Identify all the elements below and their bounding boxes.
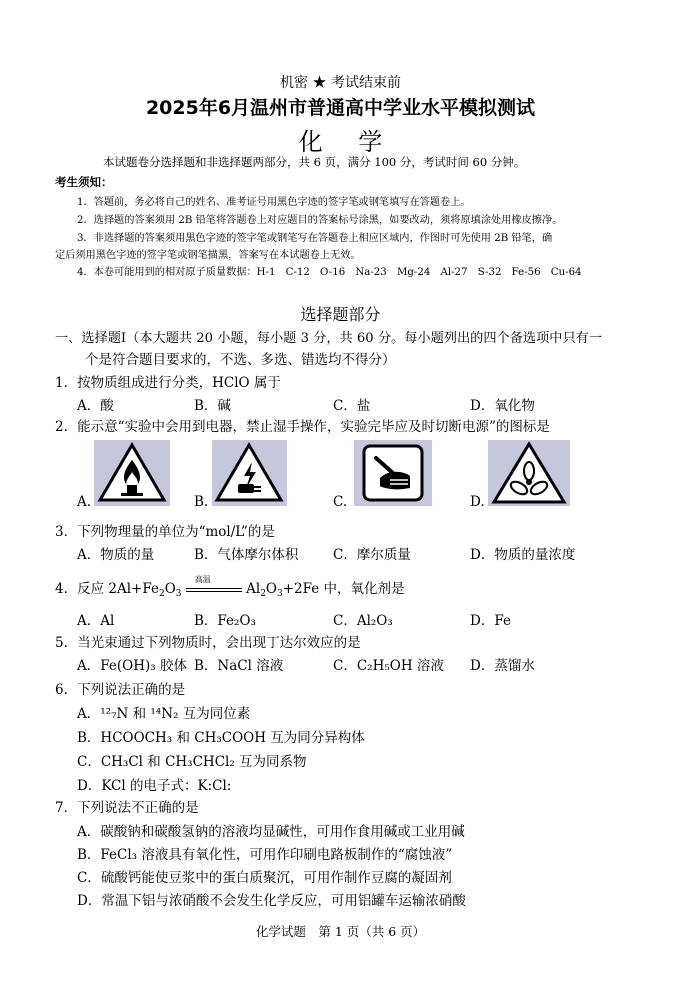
subject-title: 化 学: [298, 128, 397, 156]
q3-option-d: D．物质的量浓度: [470, 547, 576, 563]
part1-line1: 一、选择题Ⅰ（本大题共 20 小题，每小题 3 分，共 60 分。每小题列出的四个备选项中只有一: [55, 331, 603, 346]
q1-option-a: A．酸: [77, 398, 114, 414]
q7-option-b: B．FeCl₃ 溶液具有氧化性，可用作印刷电路板制作的“腐蚀液”: [77, 847, 453, 863]
q2-stem: 2．能示意“实验中会用到电器，禁止湿手操作，实验完毕应及时切断电源”的图标是: [55, 419, 550, 435]
notice-item: 定后须用黑色字迹的签字笔或钢笔描黑，答案写在本试题卷上无效。: [55, 250, 361, 261]
notice-item: 1．答题前，务必将自己的姓名、准考证号用黑色字迹的签字笔或钢笔填写在答题卷上。: [77, 197, 471, 208]
q1-option-c: C．盐: [333, 398, 371, 414]
notice-item: 3．非选择题的答案须用黑色字迹的签字笔或钢笔写在答题卷上相应区域内，作图时可先使用 2B 铅笔，确: [77, 233, 553, 244]
q4-option-a: A．Al: [77, 613, 115, 629]
q5-option-c: C．C₂H₅OH 溶液: [333, 658, 444, 674]
section-title: 选择题部分: [300, 305, 381, 324]
part1-line2: 个是符合题目要求的，不选、多选、错选均不得分）: [85, 352, 396, 368]
q2-option-d: D.: [470, 494, 485, 510]
q1-stem: 1．按物质组成进行分类，HClO 属于: [55, 375, 281, 391]
q5-option-b: B．NaCl 溶液: [194, 658, 284, 674]
q1-option-b: B．碱: [194, 398, 231, 414]
q6-option-d: D．KCl 的电子式：K:Cl:: [77, 778, 232, 794]
q7-option-a: A．碳酸钠和碳酸氢钠的溶液均显碱性，可用作食用碱或工业用碱: [77, 824, 465, 840]
page-footer: 化学试题 第 1 页（共 6 页）: [255, 924, 426, 939]
confidential-label: 机密 ★ 考试结束前: [280, 75, 401, 91]
q4-option-b: B．Fe₂O₃: [194, 613, 256, 629]
q3-stem: 3．下列物理量的单位为“mol/L”的是: [55, 524, 275, 540]
q5-stem: 5．当光束通过下列物质时，会出现丁达尔效应的是: [55, 635, 361, 651]
flame-icon: [94, 440, 170, 506]
q2-option-a: A.: [77, 494, 92, 510]
q7-stem: 7．下列说法不正确的是: [55, 800, 199, 816]
notice-item: 4．本卷可能用到的相对原子质量数据：H-1 C-12 O-16 Na-23 Mg-24 Al-27 S-32 Fe-56 Cu-64: [77, 267, 582, 278]
q3-option-b: B．气体摩尔体积: [194, 547, 299, 563]
q7-option-c: C．硫酸钙能使豆浆中的蛋白质聚沉，可用作制作豆腐的凝固剂: [77, 870, 452, 886]
notice-heading: 考生须知：: [55, 175, 113, 189]
q4-option-d: D．Fe: [470, 613, 511, 629]
q1-option-d: D．氧化物: [470, 398, 535, 414]
q4-stem: 4．反应 $2Al+Fe_2O_3$ 高温 $Al_2O_3+2Fe$ 中，氧化剂是: [55, 574, 405, 599]
fan-icon: [488, 440, 570, 506]
q6-stem: 6．下列说法正确的是: [55, 682, 186, 698]
q5-option-a: A．Fe(OH)₃ 胶体: [77, 658, 187, 674]
q2-option-c: C.: [333, 494, 348, 510]
q6-option-b: B．HCOOCH₃ 和 CH₃COOH 互为同分异构体: [77, 730, 365, 746]
q5-option-d: D．蒸馏水: [470, 658, 535, 674]
hand-wash-icon: [354, 440, 432, 506]
exam-title: 2025年6月温州市普通高中学业水平模拟测试: [145, 97, 536, 119]
q4-option-c: C．Al₂O₃: [333, 613, 393, 629]
q7-option-d: D．常温下铝与浓硝酸不会发生化学反应，可用铝罐车运输浓硝酸: [77, 893, 466, 909]
reaction-condition: 高温: [194, 574, 211, 584]
notice-item: 2．选择题的答案须用 2B 铅笔将答题卷上对应题目的答案标号涂黑，如要改动，须将原填涂处用橡皮擦净。: [77, 215, 563, 226]
plug-icon: [212, 440, 287, 506]
intro-text: 本试题卷分选择题和非选择题两部分，共 6 页，满分 100 分，考试时间 60 分钟。: [103, 155, 526, 169]
q2-option-b: B.: [194, 494, 209, 510]
q6-option-c: C．CH₃Cl 和 CH₃CHCl₂ 互为同系物: [77, 754, 307, 770]
q3-option-a: A．物质的量: [77, 547, 155, 563]
q6-option-a: A．¹²₇N 和 ¹⁴N₂ 互为同位素: [77, 706, 251, 722]
q3-option-c: C．摩尔质量: [333, 547, 411, 563]
